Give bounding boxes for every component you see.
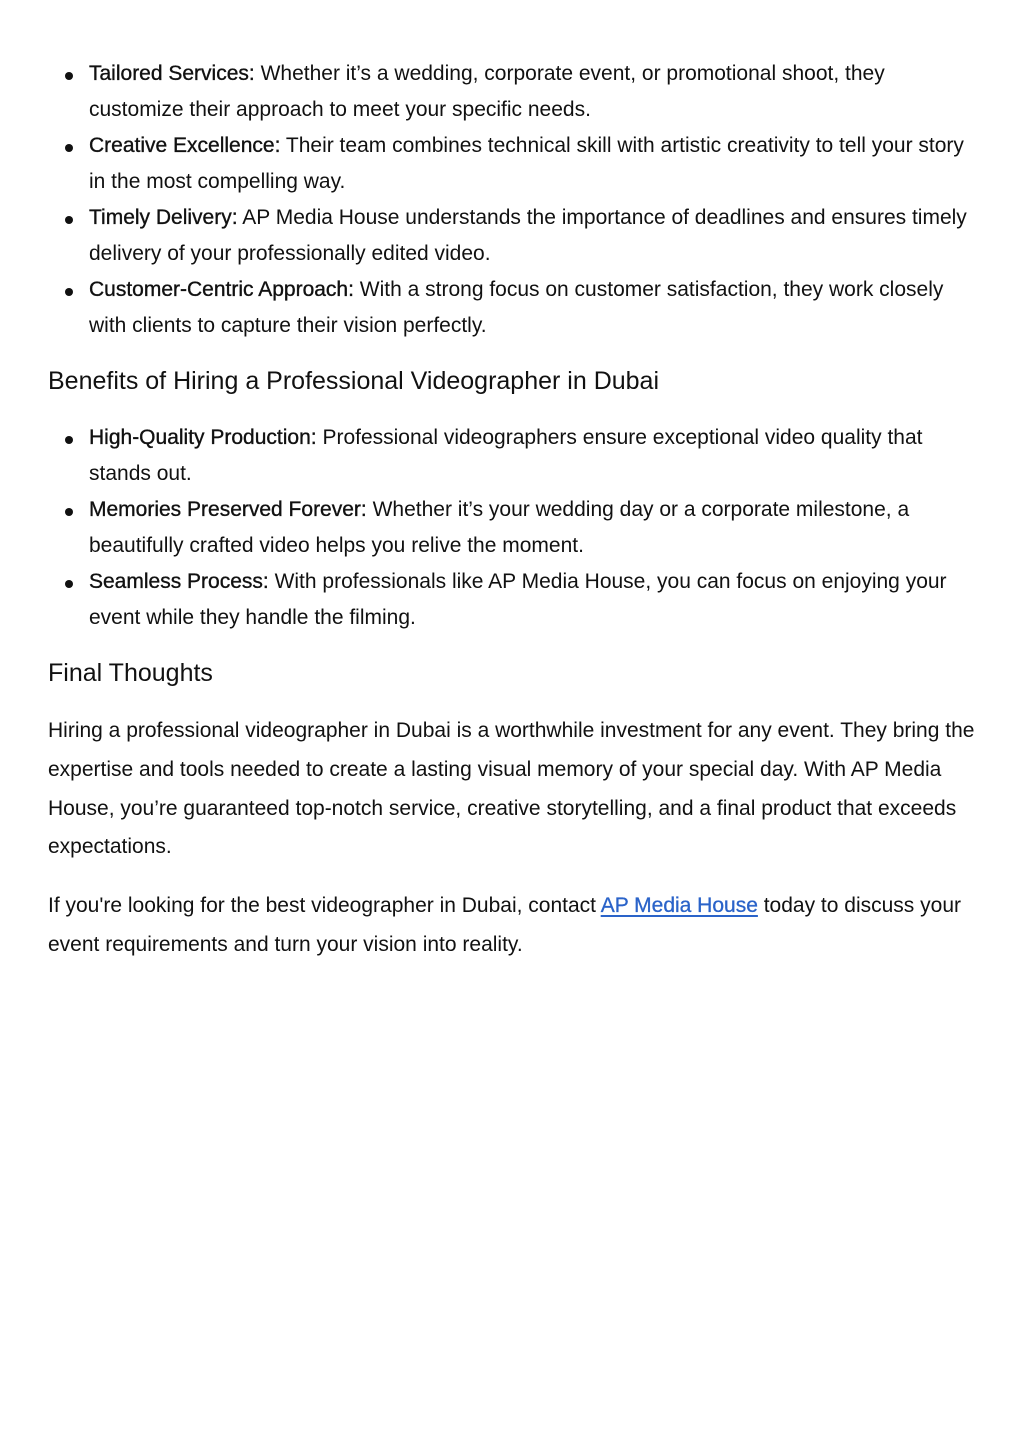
list-item-term: Creative Excellence: bbox=[89, 134, 281, 157]
list-item bbox=[48, 564, 978, 636]
benefits-list bbox=[48, 420, 978, 636]
final-thoughts-paragraph: Hiring a professional videographer in Dubai is a worthwhile investment for any event. They bring the expertise and tools needed to create a lasting visual memory of your special day. With AP Media House, you’re guaranteed top-notch service, creative storytelling, and a final product that exceeds expectations. bbox=[48, 719, 975, 859]
list-item-text: With professionals like AP Media House, you can focus on enjoying your event while they handle the filming. bbox=[89, 570, 947, 629]
list-item bbox=[48, 492, 978, 564]
list-item-text: Whether it’s a wedding, corporate event, or promotional shoot, they customize their approach to meet your specific needs. bbox=[89, 62, 885, 121]
closing-paragraph bbox=[48, 887, 978, 965]
list-item-text: With a strong focus on customer satisfaction, they work closely with clients to capture their vision perfectly. bbox=[89, 278, 944, 337]
benefits-heading: Benefits of Hiring a Professional Videographer in Dubai bbox=[48, 367, 660, 395]
closing-text-after: today to discuss your event requirements and turn your vision into reality. bbox=[48, 894, 961, 956]
list-item-term: Customer-Centric Approach: bbox=[89, 278, 354, 301]
list-item-term: Tailored Services: bbox=[89, 62, 255, 85]
list-item bbox=[48, 56, 978, 128]
list-item-text: Professional videographers ensure exceptional video quality that stands out. bbox=[89, 426, 923, 485]
list-item bbox=[48, 200, 978, 272]
list-item-term: Seamless Process: bbox=[89, 570, 269, 593]
list-item-term: High-Quality Production: bbox=[89, 426, 317, 449]
final-thoughts-heading: Final Thoughts bbox=[48, 659, 213, 687]
list-item bbox=[48, 272, 978, 344]
list-item-text: Their team combines technical skill with artistic creativity to tell your story in the most compelling way. bbox=[89, 134, 964, 193]
ap-media-house-link[interactable]: AP Media House bbox=[600, 894, 758, 917]
closing-text-before: If you're looking for the best videographer in Dubai, contact bbox=[48, 894, 601, 917]
list-item-term: Memories Preserved Forever: bbox=[89, 498, 367, 521]
list-item bbox=[48, 128, 978, 200]
document-page bbox=[48, 56, 978, 965]
list-item-text: Whether it’s your wedding day or a corporate milestone, a beautifully crafted video helps you relive the moment. bbox=[89, 498, 910, 557]
list-item-term: Timely Delivery: bbox=[89, 206, 238, 229]
reasons-list bbox=[48, 56, 978, 344]
list-item bbox=[48, 420, 978, 492]
list-item-text: AP Media House understands the importance of deadlines and ensures timely delivery of your professionally edited video. bbox=[89, 206, 967, 265]
